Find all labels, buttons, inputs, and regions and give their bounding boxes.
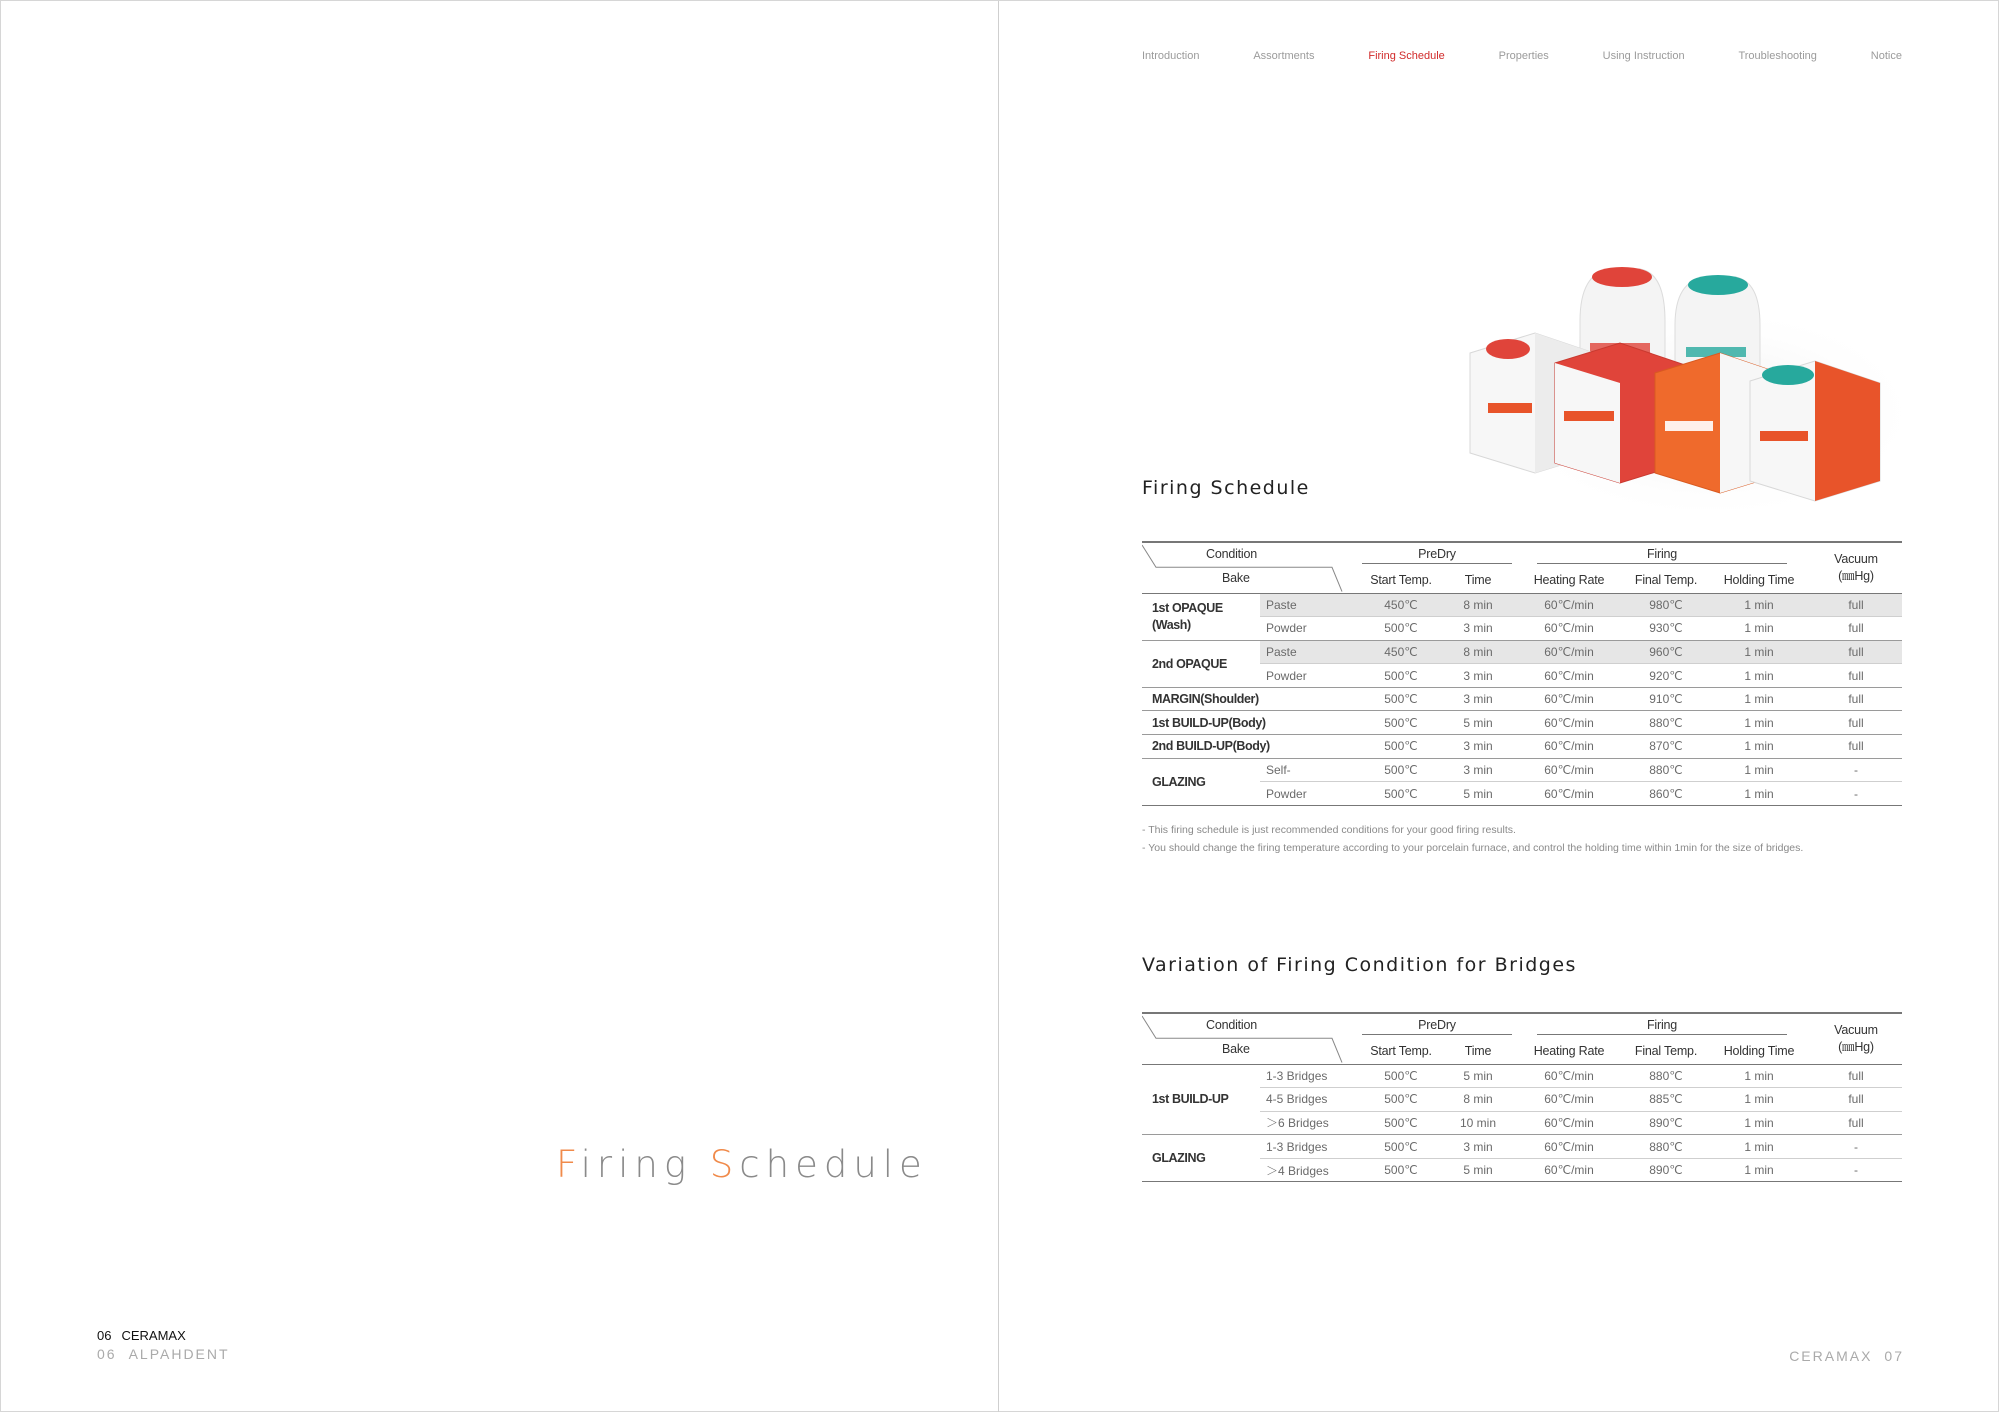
left-page [1,1,999,1412]
table-row: 4-5 Bridges 500℃ 8 min 60℃/min 885℃ 1 min full [1142,1088,1902,1112]
table-row: 1st BUILD-UP(Body) 500℃ 5 min 60℃/min 880℃ 1 min full [1142,711,1902,735]
holding-time-header: Holding Time [1723,573,1795,587]
right-page [1000,1,1999,1412]
product-photo [1460,263,1920,528]
time-header: Time [1464,1044,1492,1058]
table-row: ＞6 Bridges 500℃ 10 min 60℃/min 890℃ 1 min full [1142,1111,1902,1135]
table-row: 1st BUILD-UP 1-3 Bridges 500℃ 5 min 60℃/min 880℃ 1 min full [1142,1064,1902,1088]
table-row: 2nd OPAQUE Paste 450℃ 8 min 60℃/min 960℃ 1 min full [1142,640,1902,664]
firing-header: Firing [1514,542,1810,568]
condition-bake-header [1142,542,1360,593]
table-row: ＞4 Bridges 500℃ 5 min 60℃/min 890℃ 1 min - [1142,1158,1902,1182]
nav-assortments[interactable]: Assortments [1253,50,1315,62]
table-row: Powder 500℃ 3 min 60℃/min 920℃ 1 min full [1142,664,1902,688]
page-number: 06 [97,1328,112,1343]
final-temp-header: Final Temp. [1634,573,1698,587]
heating-rate-header: Heating Rate [1533,1044,1605,1058]
footer-brand: CERAMAX [121,1328,186,1343]
firing-schedule-body [1142,593,1902,805]
table-row: MARGIN(Shoulder) 500℃ 3 min 60℃/min 910℃ 1 min full [1142,687,1902,711]
note-line: - You should change the firing temperature according to your porcelain furnace, and control the holding time within 1min for the size of bridges. [1142,842,1804,854]
bake-header: Bake [1222,1042,1250,1056]
nav-troubleshooting[interactable]: Troubleshooting [1738,50,1817,62]
table-row: GLAZING 1-3 Bridges 500℃ 3 min 60℃/min 880℃ 1 min - [1142,1135,1902,1159]
top-navigation [1142,50,1902,62]
footer-company: ALPAHDENT [128,1346,230,1362]
condition-bake-header [1142,1013,1360,1064]
table-row: Powder 500℃ 3 min 60℃/min 930℃ 1 min full [1142,617,1902,641]
section-cover-title: Firing Schedule [556,1143,928,1186]
condition-header: Condition [1206,1018,1258,1032]
note-line: - This firing schedule is just recommended conditions for your good firing results. [1142,824,1516,836]
firing-schedule-title: Firing Schedule [1142,477,1310,499]
bridges-table [1142,1012,1902,1182]
firing-notes [1142,821,1803,857]
page-number: 07 [1884,1348,1904,1364]
firing-header: Firing [1514,1013,1810,1039]
bridges-title: Variation of Firing Condition for Bridges [1142,954,1577,976]
start-temp-header: Start Temp. [1370,1044,1432,1058]
table-row: Powder 500℃ 5 min 60℃/min 860℃ 1 min - [1142,782,1902,806]
final-temp-header: Final Temp. [1634,1044,1698,1058]
right-footer [1777,1348,1904,1364]
nav-notice[interactable]: Notice [1870,50,1902,62]
vacuum-header: Vacuum (㎜Hg) [1810,542,1902,593]
holding-time-header: Holding Time [1723,1044,1795,1058]
nav-introduction[interactable]: Introduction [1142,50,1200,62]
nav-using-instruction[interactable]: Using Instruction [1602,50,1685,62]
predry-header: PreDry [1360,1013,1514,1039]
time-header: Time [1464,573,1492,587]
condition-header: Condition [1206,547,1258,561]
heating-rate-header: Heating Rate [1533,573,1605,587]
footer-brand: CERAMAX [1789,1348,1873,1364]
nav-firing-schedule[interactable]: Firing Schedule [1368,50,1445,62]
vacuum-header: Vacuum (㎜Hg) [1810,1013,1902,1064]
page-number-secondary: 06 [97,1346,117,1362]
nav-properties[interactable]: Properties [1498,50,1549,62]
predry-header: PreDry [1360,542,1514,568]
bake-header: Bake [1222,571,1250,585]
table-row: GLAZING Self- 500℃ 3 min 60℃/min 880℃ 1 min - [1142,758,1902,782]
firing-schedule-table [1142,541,1902,806]
table-row: 1st OPAQUE (Wash) Paste 450℃ 8 min 60℃/min 980℃ 1 min full [1142,593,1902,617]
left-footer [97,1328,242,1362]
table-row: 2nd BUILD-UP(Body) 500℃ 3 min 60℃/min 870℃ 1 min full [1142,735,1902,759]
start-temp-header: Start Temp. [1370,573,1432,587]
